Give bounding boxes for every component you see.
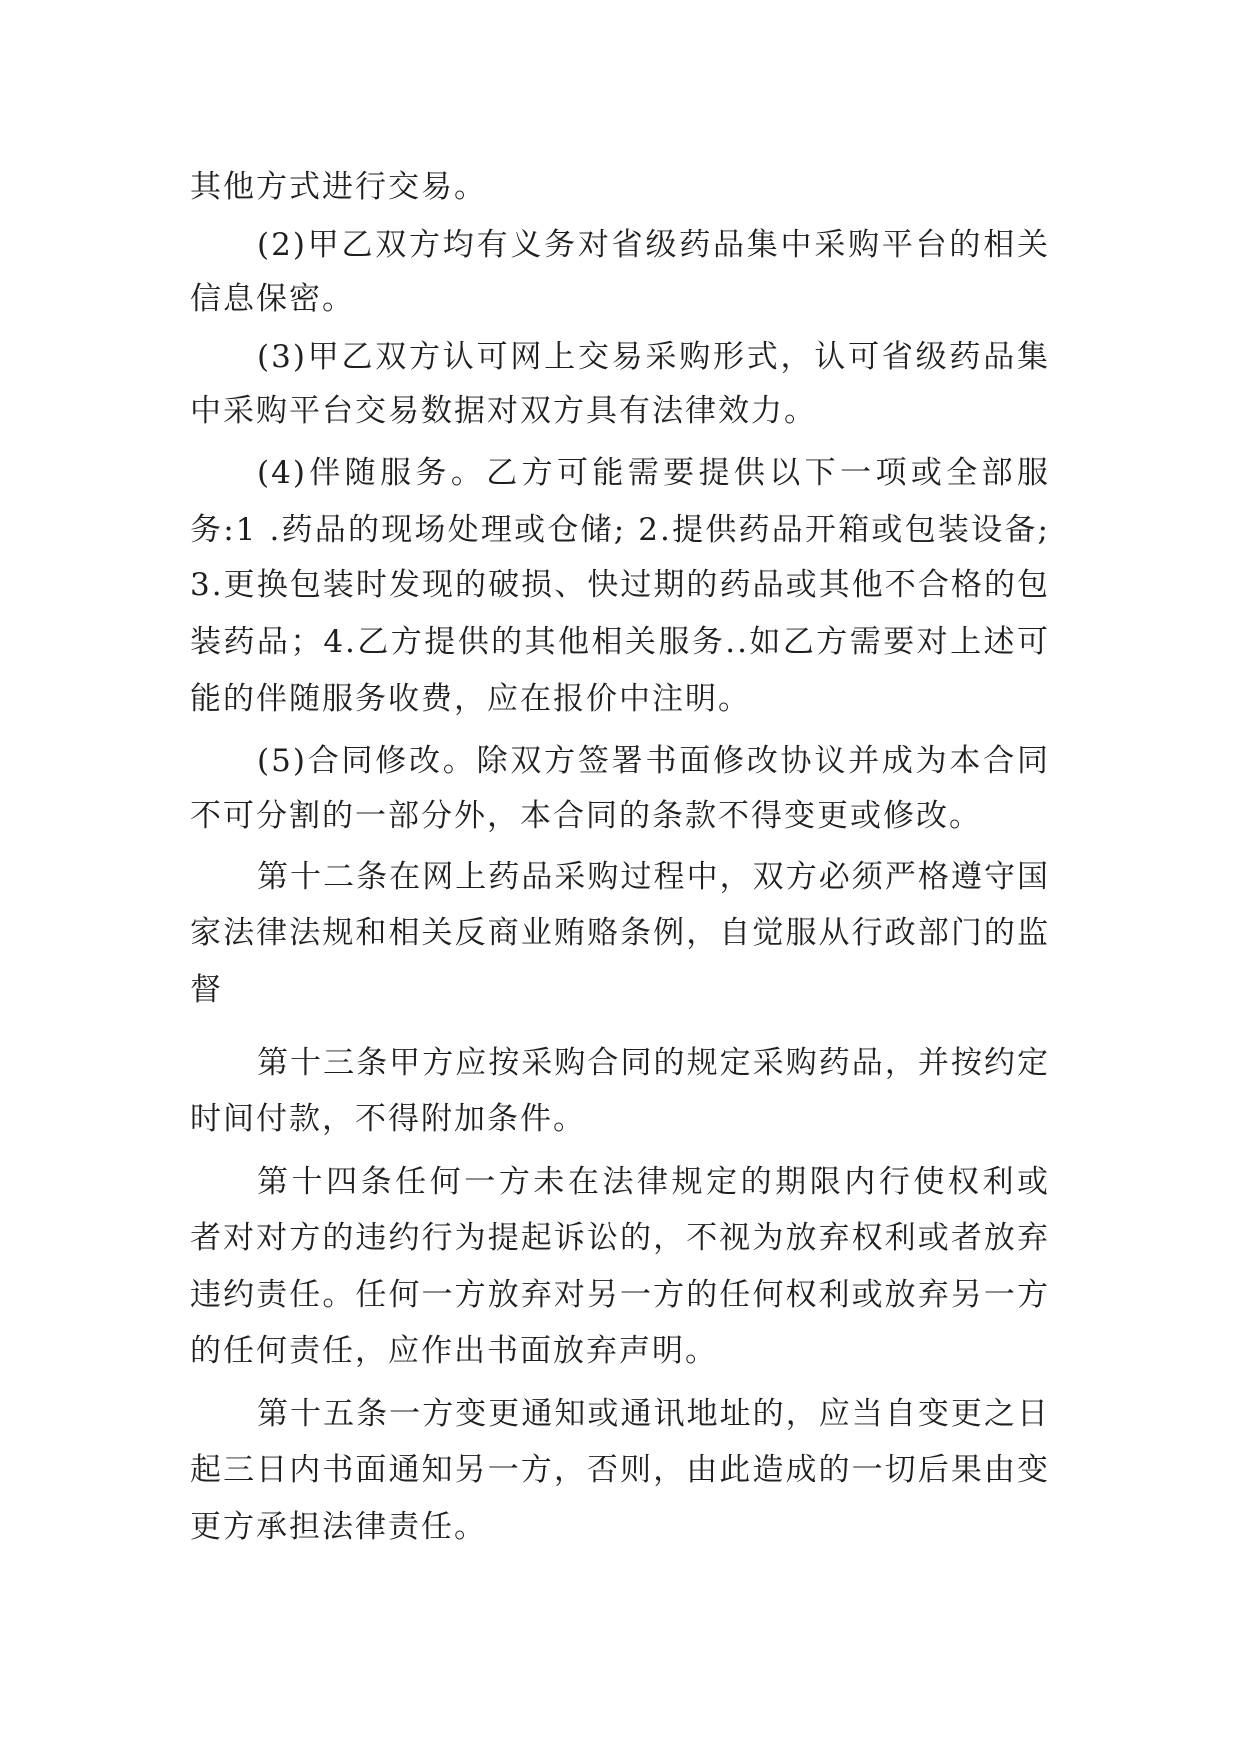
- text-line: 第十五条一方变更通知或通讯地址的，应当自变更之日: [257, 1396, 1050, 1432]
- text-line: (4)伴随服务。乙方可能需要提供以下一项或全部服: [257, 455, 1050, 491]
- text-line: 违约责任。任何一方放弃对另一方的任何权利或放弃另一方: [190, 1277, 1050, 1313]
- text-line: 时间付款，不得附加条件。: [190, 1101, 586, 1137]
- text-line: 能的伴随服务收费，应在报价中注明。: [190, 681, 751, 717]
- text-line: 第十三条甲方应按采购合同的规定采购药品，并按约定: [257, 1045, 1050, 1081]
- text-line: 家法律法规和相关反商业贿赂条例，自觉服从行政部门的监: [190, 915, 1050, 951]
- text-line: 务:1 .药品的现场处理或仓储; 2.提供药品开箱或包装设备;: [190, 512, 1050, 548]
- text-line: 中采购平台交易数据对双方具有法律效力。: [190, 393, 817, 429]
- text-line: 其他方式进行交易。: [190, 169, 487, 205]
- text-line: 督: [190, 972, 223, 1008]
- text-line: 更方承担法律责任。: [190, 1509, 487, 1545]
- text-line: 起三日内书面通知另一方，否则，由此造成的一切后果由变: [190, 1452, 1050, 1488]
- text-line: (5)合同修改。除双方签署书面修改协议并成为本合同: [257, 743, 1050, 779]
- text-line: 第十四条任何一方未在法律规定的期限内行使权利或: [257, 1164, 1050, 1200]
- text-line: 者对对方的违约行为提起诉讼的，不视为放弃权利或者放弃: [190, 1220, 1050, 1256]
- text-line: 信息保密。: [190, 281, 355, 317]
- text-line: 装药品；4.乙方提供的其他相关服务..如乙方需要对上述可: [190, 624, 1050, 660]
- text-line: 第十二条在网上药品采购过程中，双方必须严格遵守国: [257, 859, 1050, 895]
- text-line: (3)甲乙双方认可网上交易采购形式，认可省级药品集: [257, 339, 1050, 375]
- text-line: 的任何责任，应作出书面放弃声明。: [190, 1333, 718, 1369]
- text-line: 3.更换包装时发现的破损、快过期的药品或其他不合格的包: [190, 567, 1050, 603]
- text-line: (2)甲乙双方均有义务对省级药品集中采购平台的相关: [257, 227, 1050, 263]
- text-line: 不可分割的一部分外，本合同的条款不得变更或修改。: [190, 798, 982, 834]
